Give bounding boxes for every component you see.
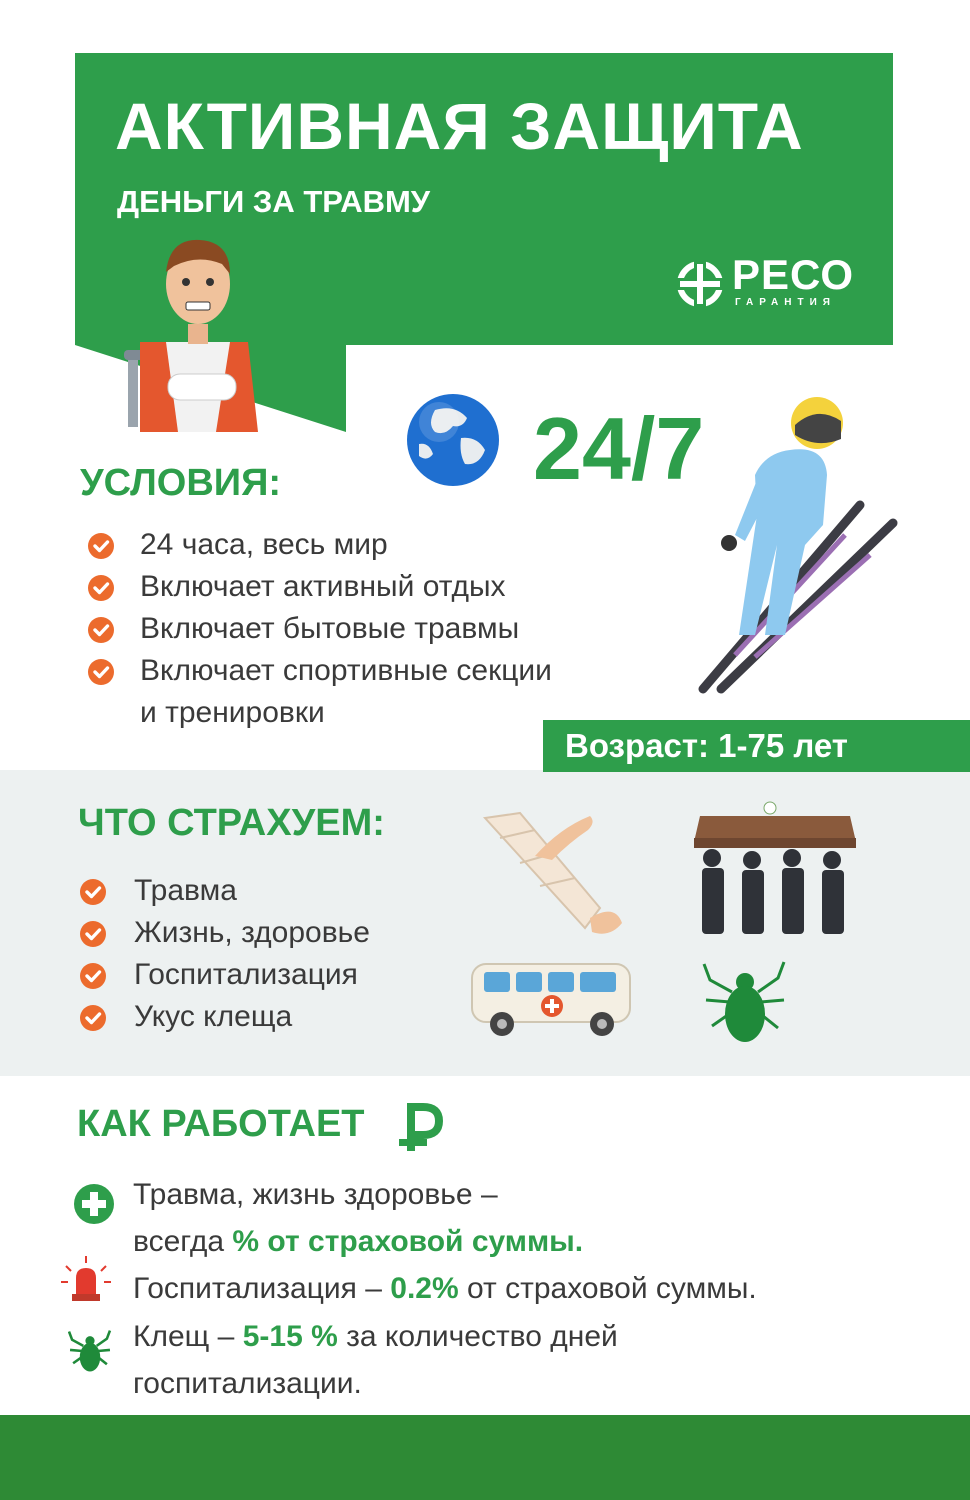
siren-icon xyxy=(60,1254,112,1306)
reso-logo-icon xyxy=(674,258,726,310)
list-item-continuation: и тренировки xyxy=(140,696,325,729)
list-item: Жизнь, здоровье xyxy=(80,912,370,954)
insured-list xyxy=(80,870,370,1038)
checkmark-icon xyxy=(80,921,106,947)
checkmark-icon xyxy=(80,963,106,989)
page-title: АКТИВНАЯ ЗАЩИТА xyxy=(115,89,804,163)
ruble-icon xyxy=(397,1103,443,1153)
checkmark-icon xyxy=(88,617,114,643)
checkmark-icon xyxy=(88,533,114,559)
checkmark-icon xyxy=(88,659,114,685)
list-item: Включает бытовые травмы xyxy=(88,608,552,650)
list-item: Включает спортивные секции xyxy=(88,650,552,692)
ambulance-illustration xyxy=(466,958,636,1040)
ski-jumper-illustration xyxy=(695,395,900,695)
green-cross-icon xyxy=(73,1183,115,1225)
checkmark-icon xyxy=(80,879,106,905)
how-row-hospitalization: Госпитализация – 0.2% от страховой суммы. xyxy=(133,1272,757,1305)
list-item: Госпитализация xyxy=(80,954,370,996)
globe-icon xyxy=(405,392,501,488)
how-row-tick: Клещ – 5-15 % за количество дней госпитализации. xyxy=(133,1320,618,1400)
list-item: 24 часа, весь мир xyxy=(88,524,552,566)
bandaged-arm-illustration xyxy=(480,808,630,943)
checkmark-icon xyxy=(88,575,114,601)
how-row-injury: Травма, жизнь здоровье – всегда % от страховой суммы. xyxy=(133,1178,584,1258)
funeral-illustration xyxy=(690,798,860,938)
round-the-clock-badge: 24/7 xyxy=(533,399,705,498)
conditions-heading: УСЛОВИЯ: xyxy=(80,462,282,504)
injured-man-illustration xyxy=(118,232,268,432)
tick-small-icon xyxy=(68,1324,112,1380)
footer-bar xyxy=(0,1415,970,1500)
insured-heading: ЧТО СТРАХУЕМ: xyxy=(78,802,385,844)
list-item: Травма xyxy=(80,870,370,912)
tick-icon xyxy=(702,952,788,1056)
logo-name: РЕСО xyxy=(732,251,854,298)
logo-subtitle: ГАРАНТИЯ xyxy=(735,297,836,308)
page-subtitle: ДЕНЬГИ ЗА ТРАВМУ xyxy=(117,184,431,219)
how-heading: КАК РАБОТАЕТ xyxy=(77,1103,365,1145)
list-item: Укус клеща xyxy=(80,996,370,1038)
list-item: Включает активный отдых xyxy=(88,566,552,608)
checkmark-icon xyxy=(80,1005,106,1031)
age-badge: Возраст: 1-75 лет xyxy=(543,720,970,772)
conditions-list xyxy=(88,524,552,734)
